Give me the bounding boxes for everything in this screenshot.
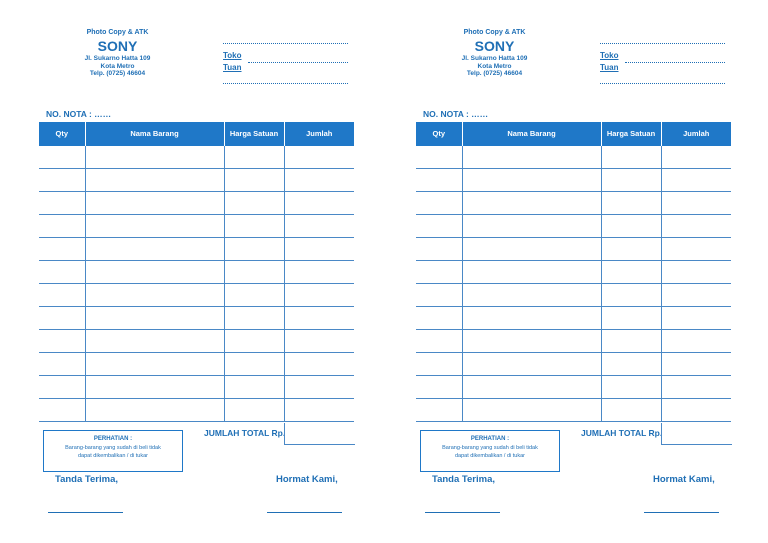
cell-harga-satuan[interactable] <box>224 399 284 422</box>
cell-qty[interactable] <box>39 192 85 215</box>
tuan-field[interactable] <box>223 83 348 84</box>
table-body <box>416 146 731 422</box>
cell-harga-satuan[interactable] <box>224 261 284 284</box>
tuan-field[interactable] <box>600 83 725 84</box>
cell-nama-barang[interactable] <box>462 169 601 192</box>
cell-jumlah[interactable] <box>284 238 354 261</box>
toko-field[interactable] <box>248 62 348 63</box>
cell-qty[interactable] <box>416 215 462 238</box>
cell-qty[interactable] <box>416 238 462 261</box>
signature-receiver-line[interactable] <box>425 512 500 513</box>
cell-nama-barang[interactable] <box>85 399 224 422</box>
cell-harga-satuan[interactable] <box>224 330 284 353</box>
cell-nama-barang[interactable] <box>462 261 601 284</box>
cell-nama-barang[interactable] <box>462 307 601 330</box>
cell-nama-barang[interactable] <box>85 169 224 192</box>
cell-harga-satuan[interactable] <box>224 376 284 399</box>
table-row <box>39 215 354 238</box>
shop-phone: Telp. (0725) 46604 <box>89 70 146 78</box>
cell-harga-satuan[interactable] <box>601 261 661 284</box>
notice-box <box>420 430 560 472</box>
cell-nama-barang[interactable] <box>462 376 601 399</box>
table-body <box>39 146 354 422</box>
table-row <box>416 376 731 399</box>
notice-box <box>43 430 183 472</box>
cell-jumlah[interactable] <box>284 307 354 330</box>
notice-title: PERHATIAN : <box>93 436 133 442</box>
cell-harga-satuan[interactable] <box>601 215 661 238</box>
cell-nama-barang[interactable] <box>85 238 224 261</box>
cell-harga-satuan[interactable] <box>224 307 284 330</box>
cell-harga-satuan[interactable] <box>601 169 661 192</box>
column-header-nama-barang: Nama Barang <box>462 122 601 146</box>
cell-harga-satuan[interactable] <box>601 238 661 261</box>
shop-subtitle: Photo Copy & ATK <box>463 29 526 36</box>
shop-header <box>437 29 552 78</box>
notice-line-1: Barang-barang yang sudah di beli tidak <box>65 445 161 452</box>
total-field[interactable] <box>661 423 732 445</box>
shop-name: SONY <box>474 38 515 55</box>
cell-harga-satuan[interactable] <box>224 284 284 307</box>
cell-qty[interactable] <box>416 192 462 215</box>
column-header-jumlah: Jumlah <box>661 122 731 146</box>
table-row <box>416 353 731 376</box>
blank-line[interactable] <box>223 43 348 44</box>
cell-nama-barang[interactable] <box>85 353 224 376</box>
column-header-qty: Qty <box>39 122 85 146</box>
cell-qty[interactable] <box>39 330 85 353</box>
cell-nama-barang[interactable] <box>85 146 224 169</box>
tuan-label: Tuan <box>223 63 242 72</box>
cell-qty[interactable] <box>416 399 462 422</box>
signature-receiver-label: Tanda Terima, <box>55 474 118 485</box>
signature-receiver-label: Tanda Terima, <box>432 474 495 485</box>
cell-qty[interactable] <box>39 376 85 399</box>
cell-jumlah[interactable] <box>661 215 731 238</box>
cell-qty[interactable] <box>39 399 85 422</box>
cell-qty[interactable] <box>416 353 462 376</box>
cell-nama-barang[interactable] <box>85 215 224 238</box>
table-row <box>416 215 731 238</box>
cell-qty[interactable] <box>39 146 85 169</box>
items-table <box>416 122 731 422</box>
nota-number: NO. NOTA : …… <box>46 109 112 119</box>
cell-harga-satuan[interactable] <box>601 353 661 376</box>
table-row <box>416 169 731 192</box>
cell-qty[interactable] <box>39 284 85 307</box>
signature-sender-line[interactable] <box>644 512 719 513</box>
table-row <box>416 192 731 215</box>
cell-harga-satuan[interactable] <box>601 284 661 307</box>
cell-qty[interactable] <box>39 215 85 238</box>
nota-number: NO. NOTA : …… <box>423 109 489 119</box>
cell-jumlah[interactable] <box>661 307 731 330</box>
shop-header <box>60 29 175 78</box>
notice-line-2: dapat dikembalikan / di tukar <box>454 452 525 459</box>
signature-receiver-line[interactable] <box>48 512 123 513</box>
shop-city: Kota Metro <box>477 62 512 70</box>
table-row <box>416 307 731 330</box>
table-row <box>416 146 731 169</box>
table-row <box>39 238 354 261</box>
total-label: JUMLAH TOTAL Rp. <box>581 428 663 438</box>
cell-jumlah[interactable] <box>284 353 354 376</box>
cell-jumlah[interactable] <box>284 330 354 353</box>
table-row <box>39 330 354 353</box>
cell-jumlah[interactable] <box>661 399 731 422</box>
cell-nama-barang[interactable] <box>462 284 601 307</box>
cell-qty[interactable] <box>39 353 85 376</box>
cell-harga-satuan[interactable] <box>224 169 284 192</box>
column-header-jumlah: Jumlah <box>284 122 354 146</box>
shop-phone: Telp. (0725) 46604 <box>466 70 523 78</box>
cell-nama-barang[interactable] <box>462 238 601 261</box>
table-row <box>39 192 354 215</box>
cell-nama-barang[interactable] <box>85 192 224 215</box>
column-header-nama-barang: Nama Barang <box>85 122 224 146</box>
signature-sender-label: Hormat Kami, <box>276 474 338 485</box>
cell-qty[interactable] <box>416 307 462 330</box>
cell-nama-barang[interactable] <box>462 146 601 169</box>
table-row <box>416 330 731 353</box>
toko-field[interactable] <box>625 62 725 63</box>
cell-harga-satuan[interactable] <box>601 192 661 215</box>
shop-address: Jl. Sukarno Hatta 109 <box>84 55 151 63</box>
cell-jumlah[interactable] <box>284 192 354 215</box>
cell-jumlah[interactable] <box>661 284 731 307</box>
table-row <box>39 261 354 284</box>
cell-jumlah[interactable] <box>661 192 731 215</box>
cell-jumlah[interactable] <box>661 330 731 353</box>
cell-harga-satuan[interactable] <box>224 215 284 238</box>
total-field[interactable] <box>284 423 355 445</box>
table-row <box>39 353 354 376</box>
table-row <box>416 284 731 307</box>
shop-city: Kota Metro <box>100 62 135 70</box>
cell-jumlah[interactable] <box>284 376 354 399</box>
table-row <box>39 399 354 422</box>
shop-subtitle: Photo Copy & ATK <box>86 29 149 36</box>
receipt-left <box>38 0 368 543</box>
column-header-harga-satuan: Harga Satuan <box>601 122 661 146</box>
cell-jumlah[interactable] <box>284 261 354 284</box>
notice-line-2: dapat dikembalikan / di tukar <box>77 452 148 459</box>
cell-harga-satuan[interactable] <box>601 399 661 422</box>
table-row <box>39 284 354 307</box>
notice-title: PERHATIAN : <box>470 436 510 442</box>
cell-qty[interactable] <box>416 330 462 353</box>
receipt-right <box>415 0 745 543</box>
table-header-row <box>416 122 731 146</box>
tuan-label: Tuan <box>600 63 619 72</box>
items-table <box>39 122 354 422</box>
column-header-qty: Qty <box>416 122 462 146</box>
cell-qty[interactable] <box>416 284 462 307</box>
column-header-harga-satuan: Harga Satuan <box>224 122 284 146</box>
cell-jumlah[interactable] <box>661 261 731 284</box>
cell-jumlah[interactable] <box>284 399 354 422</box>
cell-jumlah[interactable] <box>661 169 731 192</box>
cell-nama-barang[interactable] <box>462 215 601 238</box>
cell-harga-satuan[interactable] <box>601 330 661 353</box>
signature-sender-line[interactable] <box>267 512 342 513</box>
cell-jumlah[interactable] <box>661 353 731 376</box>
cell-harga-satuan[interactable] <box>224 146 284 169</box>
cell-jumlah[interactable] <box>284 215 354 238</box>
toko-label: Toko <box>223 51 242 60</box>
cell-qty[interactable] <box>416 146 462 169</box>
cell-jumlah[interactable] <box>661 146 731 169</box>
cell-nama-barang[interactable] <box>85 307 224 330</box>
table-row <box>39 307 354 330</box>
cell-jumlah[interactable] <box>284 169 354 192</box>
cell-harga-satuan[interactable] <box>601 376 661 399</box>
total-label: JUMLAH TOTAL Rp. <box>204 428 286 438</box>
cell-nama-barang[interactable] <box>85 261 224 284</box>
cell-qty[interactable] <box>416 376 462 399</box>
cell-qty[interactable] <box>39 261 85 284</box>
cell-qty[interactable] <box>416 261 462 284</box>
cell-nama-barang[interactable] <box>462 399 601 422</box>
cell-harga-satuan[interactable] <box>601 307 661 330</box>
cell-jumlah[interactable] <box>661 376 731 399</box>
signature-sender-label: Hormat Kami, <box>653 474 715 485</box>
cell-nama-barang[interactable] <box>85 284 224 307</box>
cell-nama-barang[interactable] <box>85 330 224 353</box>
table-row <box>39 169 354 192</box>
shop-name: SONY <box>97 38 138 55</box>
shop-address: Jl. Sukarno Hatta 109 <box>461 55 528 63</box>
cell-jumlah[interactable] <box>661 238 731 261</box>
cell-harga-satuan[interactable] <box>224 353 284 376</box>
toko-label: Toko <box>600 51 619 60</box>
cell-nama-barang[interactable] <box>462 330 601 353</box>
cell-nama-barang[interactable] <box>462 353 601 376</box>
table-row <box>416 261 731 284</box>
table-header-row <box>39 122 354 146</box>
cell-qty[interactable] <box>39 238 85 261</box>
cell-jumlah[interactable] <box>284 146 354 169</box>
table-row <box>416 399 731 422</box>
table-row <box>39 146 354 169</box>
cell-nama-barang[interactable] <box>85 376 224 399</box>
cell-jumlah[interactable] <box>284 284 354 307</box>
blank-line[interactable] <box>600 43 725 44</box>
cell-qty[interactable] <box>39 307 85 330</box>
cell-qty[interactable] <box>416 169 462 192</box>
cell-harga-satuan[interactable] <box>224 192 284 215</box>
cell-harga-satuan[interactable] <box>601 146 661 169</box>
cell-harga-satuan[interactable] <box>224 238 284 261</box>
table-row <box>39 376 354 399</box>
notice-line-1: Barang-barang yang sudah di beli tidak <box>442 445 538 452</box>
cell-nama-barang[interactable] <box>462 192 601 215</box>
cell-qty[interactable] <box>39 169 85 192</box>
table-row <box>416 238 731 261</box>
